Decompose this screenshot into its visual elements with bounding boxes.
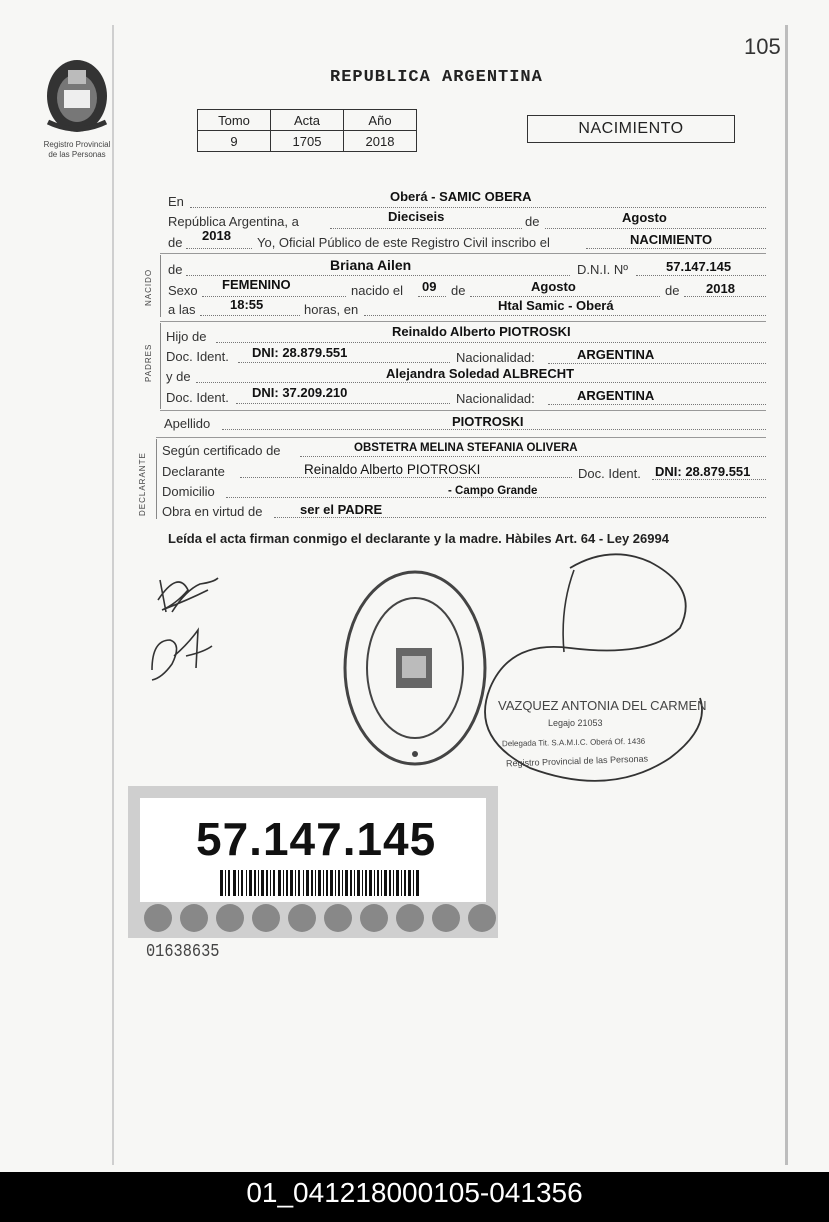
barcode-number: 57.147.145: [196, 813, 437, 865]
book-header-acta: Acta: [271, 110, 344, 131]
value-madre-dni: DNI: 37.209.210: [252, 385, 348, 400]
label-doc-ident3: Doc. Ident.: [578, 466, 641, 481]
label-y-de: y de: [166, 369, 191, 384]
dotted-line: [418, 296, 446, 297]
value-sexo: FEMENINO: [222, 277, 291, 292]
dotted-line: [186, 275, 570, 276]
section-divider: [160, 323, 161, 409]
value-dia-texto: Dieciseis: [388, 209, 445, 224]
dotted-line: [364, 315, 766, 316]
value-declarante-dni: DNI: 28.879.551: [655, 464, 751, 479]
dotted-line: [222, 429, 766, 430]
value-certificado: OBSTETRA MELINA STEFANIA OLIVERA: [354, 442, 578, 454]
stamp-name: VAZQUEZ ANTONIA DEL CARMEN: [498, 698, 707, 713]
label-republica: República Argentina, a: [168, 214, 299, 229]
label-sexo: Sexo: [168, 283, 198, 298]
dotted-line: [240, 477, 572, 478]
value-padre-dni: DNI: 28.879.551: [252, 345, 348, 360]
label-doc-ident: Doc. Ident.: [166, 349, 229, 364]
dotted-line: [330, 228, 522, 229]
registry-seal-icon: [38, 56, 116, 138]
dotted-line: [216, 342, 766, 343]
side-label-nacido: NACIDO: [144, 268, 153, 306]
value-dni: 57.147.145: [666, 259, 732, 274]
value-madre-nac: ARGENTINA: [577, 388, 655, 403]
dotted-line: [202, 296, 346, 297]
record-type-box: NACIMIENTO: [527, 115, 735, 143]
value-obra: ser el PADRE: [300, 502, 383, 517]
value-lugar: Oberá - SAMIC OBERA: [390, 189, 532, 204]
value-mes-nac: Agosto: [531, 279, 576, 294]
scan-footer: [0, 1172, 829, 1222]
section-divider: [160, 255, 161, 317]
dotted-line: [548, 404, 766, 405]
label-doc-ident2: Doc. Ident.: [166, 390, 229, 405]
book-header-tomo: Tomo: [198, 110, 271, 131]
value-apellido: PIOTROSKI: [452, 414, 524, 429]
dotted-line: [236, 403, 450, 404]
value-madre: Alejandra Soledad ALBRECHT: [386, 366, 575, 381]
label-de-name: de: [168, 262, 183, 277]
label-de4: de: [665, 283, 680, 298]
dotted-line: [196, 382, 766, 383]
label-en: En: [168, 194, 184, 209]
value-anio: 2018: [202, 228, 231, 243]
book-value-anio: 2018: [344, 131, 417, 152]
dotted-line: [545, 228, 766, 229]
barcode-sticker: [128, 786, 498, 938]
label-nacionalidad: Nacionalidad:: [456, 350, 535, 365]
label-obra: Obra en virtud de: [162, 504, 263, 519]
closing-statement: Leída el acta firman conmigo el declarante y la madre. Hàbiles Art. 64 - Ley 26994: [168, 531, 669, 546]
barcode-label: [140, 798, 486, 902]
label-de3: de: [451, 283, 466, 298]
book-value-tomo: 9: [198, 131, 271, 152]
dotted-line: [186, 248, 252, 249]
section-divider: [156, 439, 157, 519]
label-oficial: Yo, Oficial Público de este Registro Civil inscribo el: [257, 235, 550, 250]
label-nacionalidad2: Nacionalidad:: [456, 391, 535, 406]
page-right-edge: [785, 25, 788, 1165]
dotted-line: [470, 296, 660, 297]
label-a-las: a las: [168, 302, 196, 317]
book-header-anio: Año: [344, 110, 417, 131]
value-domicilio: - Campo Grande: [448, 485, 538, 497]
dotted-line: [636, 275, 766, 276]
declarant-signature: [148, 560, 228, 705]
label-declarante: Declarante: [162, 464, 225, 479]
stamp-line3: Delegada Tit. S.A.M.I.C. Oberá Of. 1436: [501, 736, 646, 749]
value-lugar-nac: Htal Samic - Oberá: [498, 298, 614, 313]
label-hijo-de: Hijo de: [166, 329, 207, 344]
value-anio-nac: 2018: [706, 281, 735, 296]
value-tipo: NACIMIENTO: [630, 232, 713, 247]
country-title: REPUBLICA ARGENTINA: [330, 68, 543, 87]
dotted-line: [300, 456, 766, 457]
dotted-line: [226, 497, 766, 498]
dotted-line: [274, 517, 766, 518]
section-rule: [160, 410, 766, 411]
stamp-line2: Legajo 21053: [548, 718, 603, 728]
barcode-icon: [220, 870, 420, 896]
dotted-line: [190, 207, 766, 208]
dotted-line: [684, 296, 766, 297]
book-table: [197, 109, 417, 152]
section-rule: [160, 253, 766, 254]
value-mes: Agosto: [622, 210, 667, 225]
label-horas-en: horas, en: [304, 302, 359, 317]
label-dni: D.N.I. Nº: [577, 262, 628, 277]
value-padre-nac: ARGENTINA: [577, 347, 655, 362]
value-hora: 18:55: [230, 297, 264, 312]
dotted-line: [586, 248, 766, 249]
scan-id: 01_041218000105-041356: [246, 1177, 583, 1208]
side-label-declarante: DECLARANTE: [138, 452, 147, 516]
label-segun: Según certificado de: [162, 443, 281, 458]
dotted-line: [238, 362, 450, 363]
label-domicilio: Domicilio: [162, 484, 215, 499]
dotted-line: [652, 479, 766, 480]
label-apellido: Apellido: [164, 416, 211, 431]
value-nombre: Briana Ailen: [330, 257, 412, 273]
stamp-line4: Registro Provincial de las Personas: [505, 753, 649, 769]
page-left-edge: [112, 25, 114, 1165]
value-declarante: Reinaldo Alberto PIOTROSKI: [304, 462, 481, 477]
dotted-line: [200, 315, 300, 316]
section-rule: [160, 321, 766, 322]
section-rule: [156, 437, 766, 438]
registry-caption-line1: Registro Provincial: [43, 140, 111, 149]
registry-caption-line2: de las Personas: [48, 150, 106, 159]
value-padre: Reinaldo Alberto PIOTROSKI: [392, 324, 571, 339]
value-dia: 09: [422, 279, 437, 294]
label-nacido-el: nacido el: [351, 283, 404, 298]
side-label-padres: PADRES: [144, 343, 153, 382]
dotted-line: [548, 363, 766, 364]
book-value-acta: 1705: [271, 131, 344, 152]
serial-number: 01638635: [146, 942, 220, 962]
label-de: de: [525, 214, 540, 229]
page-number: 105: [744, 34, 781, 59]
registry-caption: [30, 140, 124, 160]
label-de2: de: [168, 235, 183, 250]
